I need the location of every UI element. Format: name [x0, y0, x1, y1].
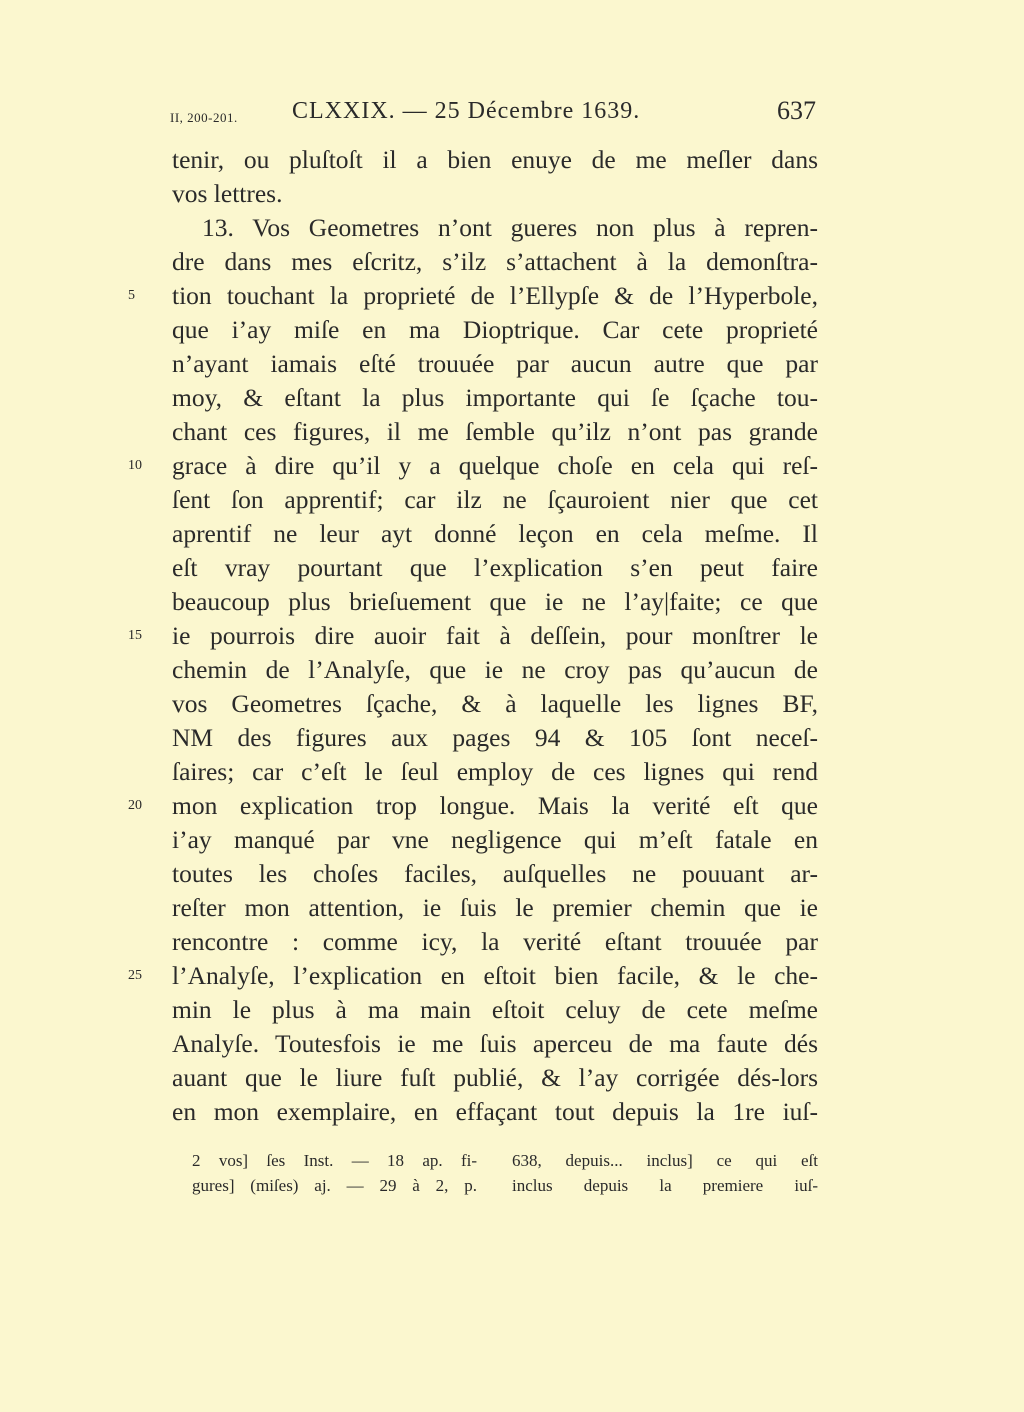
text-line	[128, 789, 818, 823]
text-line	[128, 619, 818, 653]
text-line-content: i’ay manqué par vne negligence qui m’eſt fatale en	[172, 825, 818, 854]
page-header	[170, 96, 816, 136]
text-line	[128, 959, 818, 993]
text-line-content: n’ayant iamais eſté trouuée par aucun autre que par	[172, 349, 818, 378]
text-line	[172, 857, 818, 891]
text-line-content: vos lettres.	[172, 179, 283, 208]
text-line	[172, 483, 818, 517]
text-line	[172, 551, 818, 585]
text-line-content: ie pourrois dire auoir fait à deſſein, pour monſtrer le	[172, 621, 818, 650]
text-line	[172, 823, 818, 857]
footnote-line: 638, depuis... inclus] ce qui eſt	[512, 1151, 818, 1170]
text-line-content: NM des figures aux pages 94 & 105 ſont neceſ-	[172, 723, 818, 752]
text-line	[172, 143, 818, 177]
footnotes-right-column	[512, 1148, 818, 1198]
text-line	[172, 993, 818, 1027]
text-line-content: chemin de l’Analyſe, que ie ne croy pas qu’aucun de	[172, 655, 818, 684]
header-title: CLXXIX. — 25 Décembre 1639.	[292, 98, 641, 124]
text-line-content: dre dans mes eſcritz, s’ilz s’attachent à la demonſtra-	[172, 247, 818, 276]
text-line	[172, 653, 818, 687]
text-line-content: 13. Vos Geometres n’ont gueres non plus à repren-	[202, 213, 818, 242]
text-line	[172, 721, 818, 755]
text-line-content: vos Geometres ſçache, & à laquelle les lignes BF,	[172, 689, 818, 718]
text-line-content: que i’ay miſe en ma Dioptrique. Car cete proprieté	[172, 315, 818, 344]
text-line-content: eſt vray pourtant que l’explication s’en peut faire	[172, 553, 818, 582]
text-line-content: reſter mon attention, ie ſuis le premier chemin que ie	[172, 893, 818, 922]
text-line	[172, 687, 818, 721]
text-line	[172, 1095, 818, 1129]
text-line-content: toutes les choſes faciles, auſquelles ne pouuant ar-	[172, 859, 818, 888]
text-line-content: l’Analyſe, l’explication en eſtoit bien facile, & le che-	[172, 961, 818, 990]
text-line-content: ſent ſon apprentif; car ilz ne ſçauroient nier que cet	[172, 485, 818, 514]
text-line-content: en mon exemplaire, en effaçant tout depuis la 1re iuſ-	[172, 1097, 818, 1126]
text-line-content: min le plus à ma main eſtoit celuy de cete meſme	[172, 995, 818, 1024]
main-text	[128, 143, 818, 1129]
text-line-content: moy, & eſtant la plus importante qui ſe ſçache tou-	[172, 383, 818, 412]
text-line	[172, 891, 818, 925]
text-line-content: aprentif ne leur ayt donné leçon en cela meſme. Il	[172, 519, 818, 548]
text-line-content: mon explication trop longue. Mais la verité eſt que	[172, 791, 818, 820]
text-line-content: tenir, ou pluſtoſt il a bien enuye de me meſler dans	[172, 145, 818, 174]
text-line	[172, 381, 818, 415]
text-line	[172, 1061, 818, 1095]
text-line-content: grace à dire qu’il y a quelque choſe en cela qui reſ-	[172, 451, 818, 480]
line-number: 25	[128, 968, 142, 983]
text-line	[172, 347, 818, 381]
text-line	[172, 925, 818, 959]
text-line-content: ſaires; car c’eſt le ſeul employ de ces lignes qui rend	[172, 757, 818, 786]
text-line	[172, 1027, 818, 1061]
line-number: 5	[128, 288, 135, 303]
text-line-content: auant que le liure fuſt publié, & l’ay corrigée dés-lors	[172, 1063, 818, 1092]
text-line	[172, 245, 818, 279]
text-line	[172, 177, 818, 211]
header-reference: II, 200-201.	[170, 110, 238, 125]
footnote-line: 2 vos] ſes Inst. — 18 ap. fi-	[192, 1151, 477, 1170]
page-number: 637	[777, 96, 816, 125]
footnote-line: gures] (miſes) aj. — 29 à 2, p.	[192, 1176, 477, 1195]
text-line-content: chant ces figures, il me ſemble qu’ilz n’ont pas grande	[172, 417, 818, 446]
text-line	[172, 313, 818, 347]
line-number: 15	[128, 628, 142, 643]
text-line-content: tion touchant la proprieté de l’Ellypſe & de l’Hyperbole,	[172, 281, 818, 310]
text-line	[172, 415, 818, 449]
text-line-content: rencontre : comme icy, la verité eſtant trouuée par	[172, 927, 818, 956]
text-line	[172, 755, 818, 789]
text-line	[172, 585, 818, 619]
text-line-content: Analyſe. Toutesfois ie me ſuis aperceu de ma faute dés	[172, 1029, 818, 1058]
footnote-line: inclus depuis la premiere iuſ-	[512, 1176, 818, 1195]
text-line	[128, 449, 818, 483]
text-line	[172, 517, 818, 551]
line-number: 10	[128, 458, 142, 473]
footnotes-left-column	[192, 1148, 477, 1198]
text-line	[172, 211, 818, 245]
text-line-content: beaucoup plus brieſuement que ie ne l’ay|faite; ce que	[172, 587, 818, 616]
text-line	[128, 279, 818, 313]
line-number: 20	[128, 798, 142, 813]
